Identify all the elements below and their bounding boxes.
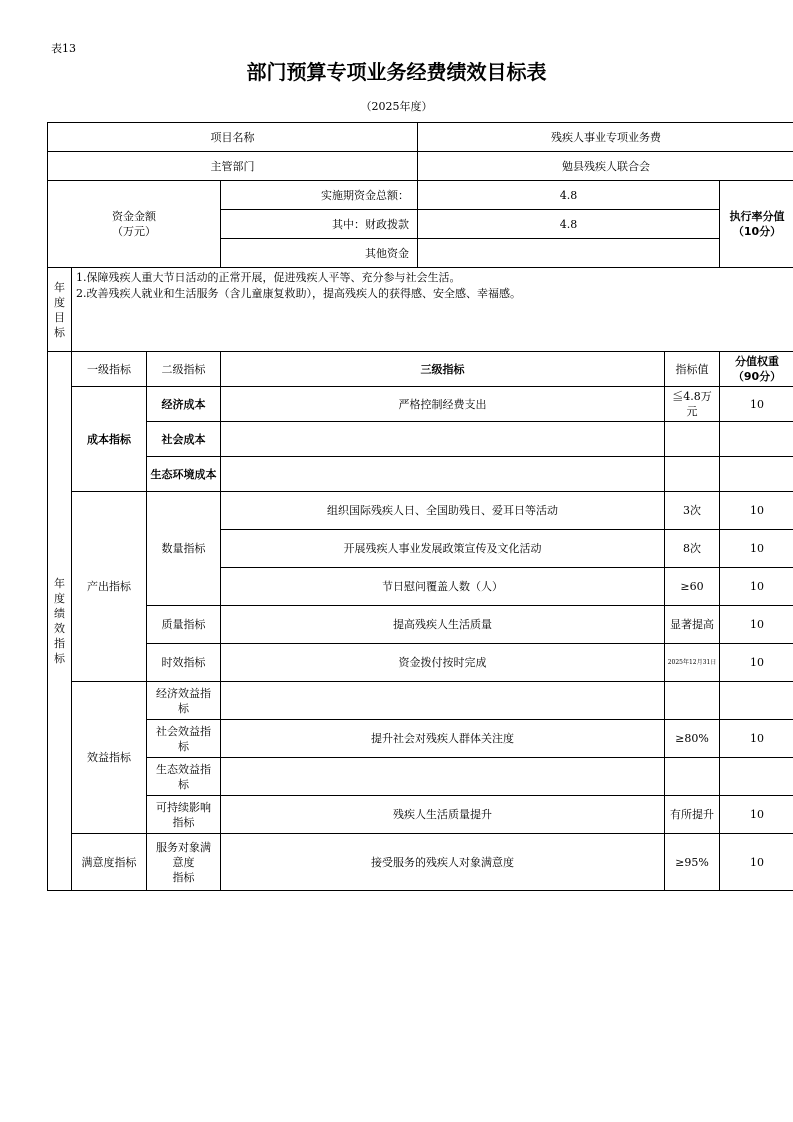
table-row [48,720,793,758]
benefit-economic-label: 经济效益指 标 [147,682,221,720]
table-row [48,682,793,720]
quantity-row-3-level3: 节日慰问覆盖人数（人） [221,568,665,606]
cost-social-weight [720,422,793,457]
table-row [48,606,793,644]
cost-economic-label: 经济成本 [147,387,221,422]
funds-label-line2: （万元） [112,225,156,238]
project-name-label: 项目名称 [48,123,418,152]
timeliness-level3: 资金拨付按时完成 [221,644,665,682]
quantity-row-3-weight: 10 [720,568,793,606]
cost-eco-level3 [221,457,665,492]
funds-fiscal-label: 其中：财政拨款 [221,210,418,239]
cost-level1: 成本指标 [72,387,147,492]
table-row [48,387,793,422]
benefit-eco-value [665,758,720,796]
benefit-sustain-value: 有所提升 [665,796,720,834]
cost-economic-weight: 10 [720,387,793,422]
cost-eco-weight [720,457,793,492]
header-value: 指标值 [665,352,720,387]
quality-label: 质量指标 [147,606,221,644]
quality-level3: 提高残疾人生活质量 [221,606,665,644]
benefit-economic-weight [720,682,793,720]
execution-rate-line1: 执行率分值 [729,210,785,223]
project-name-value: 残疾人事业专项业务费 [418,123,793,152]
quality-weight: 10 [720,606,793,644]
header-level3: 三级指标 [221,352,665,387]
department-value: 勉县残疾人联合会 [418,152,793,181]
benefit-economic-value [665,682,720,720]
benefit-eco-level3 [221,758,665,796]
annual-goal-text: 1.保障残疾人重大节日活动的正常开展，促进残疾人平等、充分参与社会生活。 2.改善残疾人就业和生活服务（含儿童康复救助），提高残疾人的获得感、安全感、幸福感。 [72,268,793,352]
benefit-sustain-label: 可持续影响 指标 [147,796,221,834]
satisfaction-label: 服务对象满 意度 指标 [147,834,221,891]
department-row [48,152,793,181]
table-row [48,758,793,796]
funds-other-value [418,239,720,268]
satisfaction-weight: 10 [720,834,793,891]
header-level1: 一级指标 [72,352,147,387]
table-row [48,796,793,834]
header-weight: 分值权重 （90分） [720,352,793,387]
table-number: 表13 [51,42,76,55]
quality-value: 显著提高 [665,606,720,644]
page-title: 部门预算专项业务经费绩效目标表 [246,60,547,84]
benefit-eco-label: 生态效益指 标 [147,758,221,796]
execution-rate-line2: （10分） [732,225,782,238]
indicator-side-label: 年 度 绩 效 指 标 [48,352,72,891]
indicator-header-row [48,352,793,387]
timeliness-value: 2025年12月31日 [665,644,720,682]
performance-target-table [47,122,793,891]
quantity-row-2-level3: 开展残疾人事业发展政策宣传及文化活动 [221,530,665,568]
benefit-social-label: 社会效益指 标 [147,720,221,758]
benefit-social-level3: 提升社会对残疾人群体关注度 [221,720,665,758]
quantity-label: 数量指标 [147,492,221,606]
funds-fiscal-value: 4.8 [418,210,720,239]
timeliness-label: 时效指标 [147,644,221,682]
quantity-row-1-weight: 10 [720,492,793,530]
quantity-row-3-value: ≥60 [665,568,720,606]
satisfaction-value: ≥95% [665,834,720,891]
execution-rate-score [720,181,793,268]
funds-total-value: 4.8 [418,181,720,210]
funds-label-line1: 资金金额 [112,210,156,223]
annual-goal-row [48,268,793,352]
funds-total-label: 实施期资金总额： [221,181,418,210]
satisfaction-level3: 接受服务的残疾人对象满意度 [221,834,665,891]
benefit-level1: 效益指标 [72,682,147,834]
table-row [48,492,793,530]
table-row [48,834,793,891]
satisfaction-level1: 满意度指标 [72,834,147,891]
department-label: 主管部门 [48,152,418,181]
quantity-row-1-level3: 组织国际残疾人日、全国助残日、爱耳日等活动 [221,492,665,530]
table-row [48,644,793,682]
cost-social-level3 [221,422,665,457]
annual-goal-label: 年 度 目 标 [48,268,72,352]
project-name-row [48,123,793,152]
funds-label [48,181,221,268]
table-row [48,457,793,492]
benefit-social-value: ≥80% [665,720,720,758]
quantity-row-2-weight: 10 [720,530,793,568]
cost-economic-level3: 严格控制经费支出 [221,387,665,422]
benefit-sustain-weight: 10 [720,796,793,834]
funds-total-row [48,181,793,210]
cost-economic-value: ≦4.8万元 [665,387,720,422]
output-level1: 产出指标 [72,492,147,682]
budget-year: （2025年度） [360,100,433,113]
funds-other-label: 其他资金 [221,239,418,268]
benefit-social-weight: 10 [720,720,793,758]
cost-social-value [665,422,720,457]
cost-social-label: 社会成本 [147,422,221,457]
quantity-row-1-value: 3次 [665,492,720,530]
header-level2: 二级指标 [147,352,221,387]
benefit-sustain-level3: 残疾人生活质量提升 [221,796,665,834]
table-row [48,422,793,457]
benefit-eco-weight [720,758,793,796]
benefit-economic-level3 [221,682,665,720]
timeliness-weight: 10 [720,644,793,682]
cost-eco-value [665,457,720,492]
cost-eco-label: 生态环境成本 [147,457,221,492]
quantity-row-2-value: 8次 [665,530,720,568]
